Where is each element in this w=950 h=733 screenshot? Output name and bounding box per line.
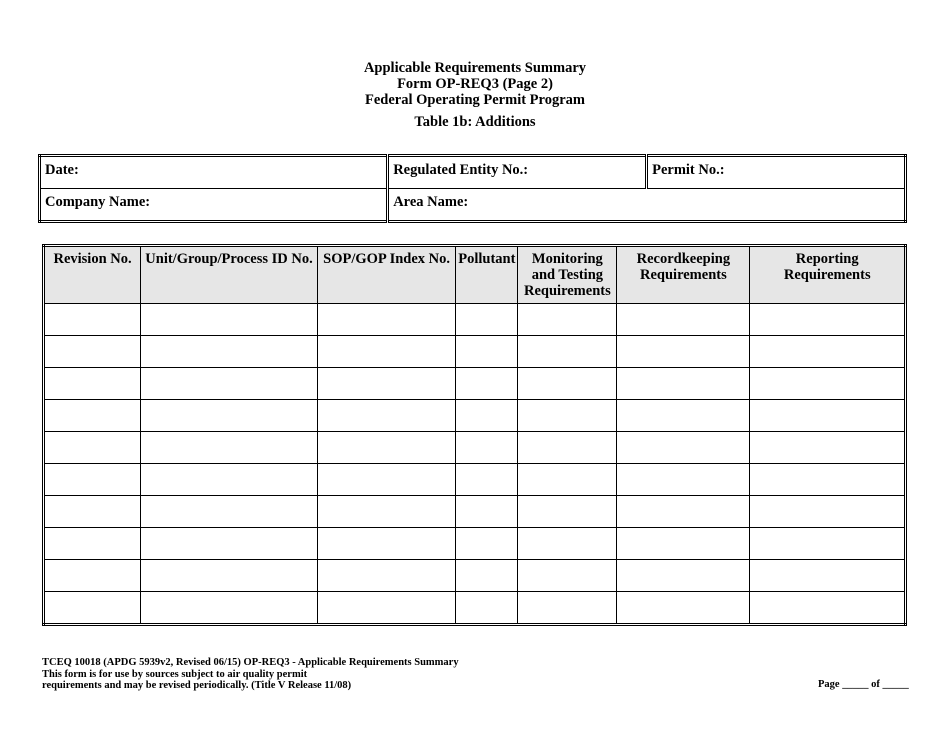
cell-unit-group-process-id[interactable] [141, 592, 318, 625]
cell-monitoring-testing[interactable] [518, 432, 617, 464]
form-title-line-2: Form OP-REQ3 (Page 2) [397, 76, 553, 92]
cell-monitoring-testing[interactable] [518, 400, 617, 432]
cell-sop-gop-index[interactable] [317, 528, 455, 560]
form-title-line-3: Federal Operating Permit Program [365, 92, 585, 108]
cell-reporting[interactable] [750, 432, 906, 464]
cell-recordkeeping[interactable] [617, 496, 750, 528]
info-table [38, 154, 907, 223]
table-header-row [44, 246, 906, 304]
col-header-pollutant: Pollutant [456, 246, 518, 304]
cell-reporting[interactable] [750, 496, 906, 528]
cell-reporting[interactable] [750, 560, 906, 592]
table-body [44, 304, 906, 625]
cell-recordkeeping[interactable] [617, 400, 750, 432]
table-row [44, 528, 906, 560]
cell-pollutant[interactable] [456, 400, 518, 432]
cell-recordkeeping[interactable] [617, 528, 750, 560]
cell-unit-group-process-id[interactable] [141, 464, 318, 496]
cell-sop-gop-index[interactable] [317, 496, 455, 528]
cell-recordkeeping[interactable] [617, 368, 750, 400]
form-title-line-1: Applicable Requirements Summary [363, 60, 587, 76]
info-row-1 [40, 156, 906, 189]
cell-unit-group-process-id[interactable] [141, 496, 318, 528]
cell-reporting[interactable] [750, 464, 906, 496]
cell-revision-no[interactable] [44, 336, 141, 368]
cell-reporting[interactable] [750, 368, 906, 400]
cell-sop-gop-index[interactable] [317, 336, 455, 368]
cell-monitoring-testing[interactable] [518, 304, 617, 336]
cell-pollutant[interactable] [456, 560, 518, 592]
col-header-revision-no: Revision No. [44, 246, 141, 304]
permit-number-field[interactable] [647, 156, 906, 189]
cell-pollutant[interactable] [456, 592, 518, 625]
requirements-table [42, 244, 907, 626]
col-header-sop-gop-index: SOP/GOP Index No. [317, 246, 455, 304]
footer-line-1: TCEQ 10018 (APDG 5939v2, Revised 06/15) OP-REQ3 - Applicable Requirements Summary [42, 657, 459, 668]
cell-unit-group-process-id[interactable] [141, 304, 318, 336]
cell-sop-gop-index[interactable] [317, 400, 455, 432]
cell-recordkeeping[interactable] [617, 432, 750, 464]
table-row [44, 336, 906, 368]
cell-pollutant[interactable] [456, 304, 518, 336]
table-subtitle: Table 1b: Additions [414, 114, 536, 130]
cell-unit-group-process-id[interactable] [141, 560, 318, 592]
cell-sop-gop-index[interactable] [317, 592, 455, 625]
table-row [44, 496, 906, 528]
regulated-entity-label: Regulated Entity No.: [393, 162, 529, 178]
cell-recordkeeping[interactable] [617, 592, 750, 625]
date-field[interactable] [40, 156, 388, 189]
cell-monitoring-testing[interactable] [518, 560, 617, 592]
cell-unit-group-process-id[interactable] [141, 368, 318, 400]
cell-revision-no[interactable] [44, 432, 141, 464]
cell-unit-group-process-id[interactable] [141, 400, 318, 432]
cell-revision-no[interactable] [44, 592, 141, 625]
cell-sop-gop-index[interactable] [317, 304, 455, 336]
col-header-unit-group-process-id: Unit/Group/Process ID No. [141, 246, 318, 304]
area-name-field[interactable] [388, 189, 906, 222]
cell-revision-no[interactable] [44, 560, 141, 592]
col-header-recordkeeping: Recordkeeping Requirements [617, 246, 750, 304]
cell-revision-no[interactable] [44, 400, 141, 432]
cell-reporting[interactable] [750, 528, 906, 560]
cell-sop-gop-index[interactable] [317, 368, 455, 400]
cell-revision-no[interactable] [44, 368, 141, 400]
cell-monitoring-testing[interactable] [518, 528, 617, 560]
col-header-reporting: Reporting Requirements [750, 246, 906, 304]
table-row [44, 592, 906, 625]
form-footer [42, 657, 459, 692]
cell-pollutant[interactable] [456, 432, 518, 464]
cell-unit-group-process-id[interactable] [141, 528, 318, 560]
page-number: Page _____ of _____ [818, 679, 909, 690]
table-row [44, 560, 906, 592]
cell-recordkeeping[interactable] [617, 560, 750, 592]
cell-reporting[interactable] [750, 336, 906, 368]
cell-unit-group-process-id[interactable] [141, 432, 318, 464]
cell-recordkeeping[interactable] [617, 464, 750, 496]
cell-pollutant[interactable] [456, 528, 518, 560]
cell-reporting[interactable] [750, 400, 906, 432]
form-header [0, 60, 950, 131]
footer-line-2: This form is for use by sources subject to air quality permit [42, 668, 308, 680]
info-row-2 [40, 189, 906, 222]
cell-revision-no[interactable] [44, 528, 141, 560]
area-name-label: Area Name: [393, 194, 469, 210]
cell-monitoring-testing[interactable] [518, 592, 617, 625]
cell-unit-group-process-id[interactable] [141, 336, 318, 368]
footer-line-3: requirements and may be revised periodically. (Title V Release 11/08) [42, 680, 352, 691]
cell-reporting[interactable] [750, 304, 906, 336]
cell-monitoring-testing[interactable] [518, 336, 617, 368]
company-name-label: Company Name: [45, 194, 151, 210]
cell-pollutant[interactable] [456, 496, 518, 528]
table-row [44, 368, 906, 400]
cell-monitoring-testing[interactable] [518, 496, 617, 528]
cell-pollutant[interactable] [456, 336, 518, 368]
cell-monitoring-testing[interactable] [518, 464, 617, 496]
cell-recordkeeping[interactable] [617, 336, 750, 368]
cell-revision-no[interactable] [44, 496, 141, 528]
date-label: Date: [45, 162, 79, 178]
col-header-monitoring-testing: Monitoring and Testing Requirements [518, 246, 617, 304]
permit-number-label: Permit No.: [652, 162, 725, 178]
company-name-field[interactable] [40, 189, 388, 222]
table-row [44, 304, 906, 336]
table-row [44, 464, 906, 496]
table-row [44, 400, 906, 432]
cell-monitoring-testing[interactable] [518, 368, 617, 400]
cell-recordkeeping[interactable] [617, 304, 750, 336]
cell-pollutant[interactable] [456, 368, 518, 400]
cell-revision-no[interactable] [44, 464, 141, 496]
cell-sop-gop-index[interactable] [317, 464, 455, 496]
cell-sop-gop-index[interactable] [317, 560, 455, 592]
cell-reporting[interactable] [750, 592, 906, 625]
table-row [44, 432, 906, 464]
cell-pollutant[interactable] [456, 464, 518, 496]
regulated-entity-field[interactable] [388, 156, 647, 189]
cell-sop-gop-index[interactable] [317, 432, 455, 464]
cell-revision-no[interactable] [44, 304, 141, 336]
